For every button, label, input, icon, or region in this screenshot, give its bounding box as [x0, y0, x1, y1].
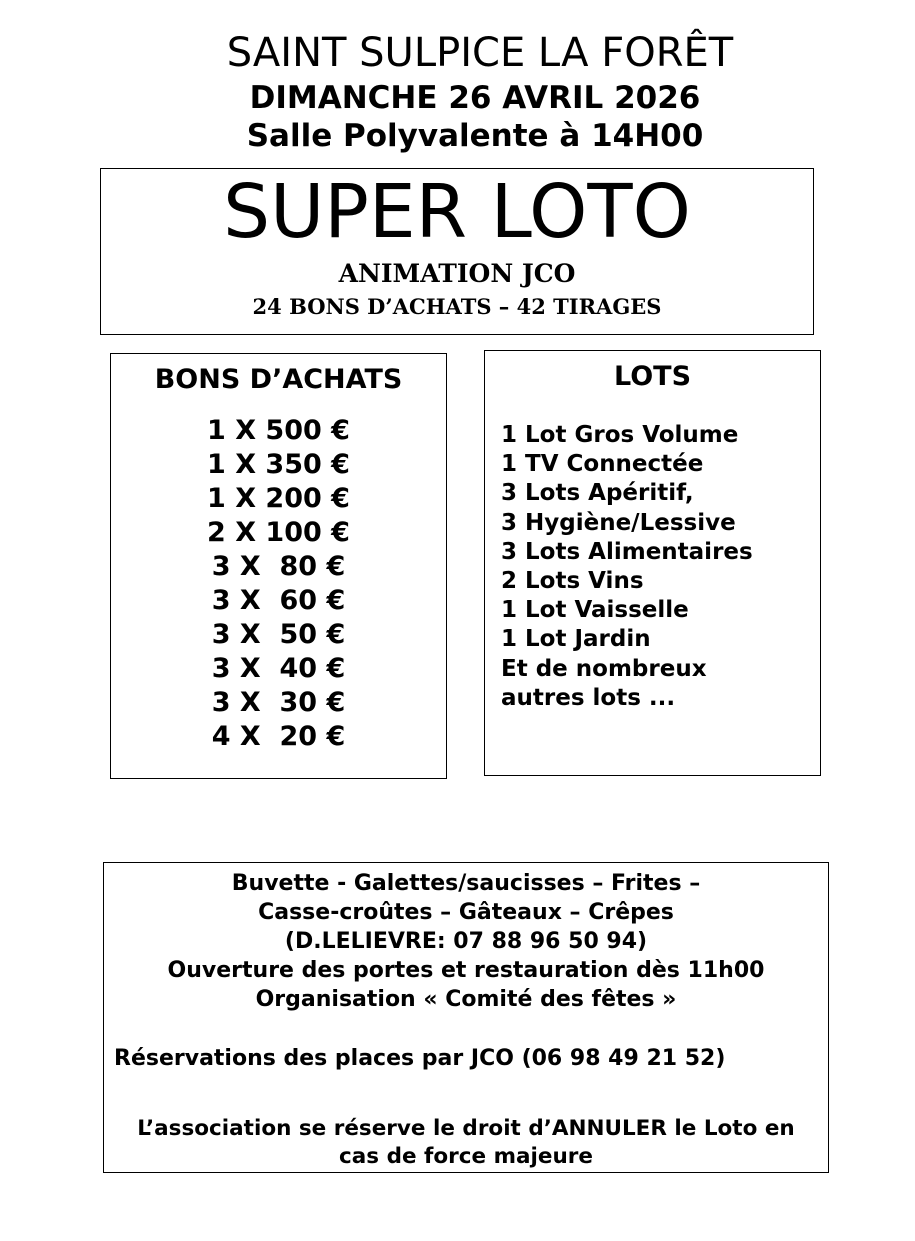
voucher-item: 1 X 200 €	[207, 483, 350, 514]
event-venue: Salle Polyvalente à 14H00	[246, 118, 704, 154]
contact-line: (D.LELIEVRE: 07 88 96 50 94)	[284, 929, 648, 954]
info-box	[103, 862, 829, 1173]
vouchers-list	[111, 414, 446, 754]
prizes-heading: LOTS	[613, 361, 692, 392]
title-box	[100, 168, 814, 335]
opening-line: Ouverture des portes et restauration dès 11h00	[167, 958, 765, 983]
prize-item: 2 Lots Vins	[501, 568, 644, 595]
voucher-item: 4 X 20 €	[211, 721, 346, 752]
reservation-line: Réservations des places par JCO (06 98 49 21 52)	[114, 1046, 726, 1071]
prize-item: 3 Hygiène/Lessive	[501, 509, 736, 536]
prize-item: 1 Lot Jardin	[501, 626, 651, 653]
vouchers-box	[110, 353, 447, 779]
prize-item: 3 Lots Alimentaires	[501, 538, 753, 565]
town-name: SAINT SULPICE LA FORÊT	[226, 30, 734, 76]
event-title: SUPER LOTO	[223, 169, 691, 255]
prize-item: 1 Lot Gros Volume	[501, 422, 739, 448]
vouchers-heading: BONS D’ACHATS	[154, 364, 403, 395]
voucher-item: 1 X 500 €	[207, 415, 350, 446]
prize-item: Et de nombreux	[501, 655, 707, 682]
voucher-item: 2 X 100 €	[207, 517, 350, 548]
prize-item: 1 Lot Vaisselle	[501, 597, 689, 624]
prize-item: 3 Lots Apéritif,	[501, 480, 694, 507]
prizes-list	[501, 421, 753, 713]
disclaimer-line: cas de force majeure	[339, 1144, 593, 1169]
disclaimer	[104, 1115, 828, 1171]
food-line: Casse-croûtes – Gâteaux – Crêpes	[258, 900, 674, 925]
prize-item: 1 TV Connectée	[501, 451, 704, 478]
organizer-line: Organisation « Comité des fêtes »	[255, 987, 677, 1012]
prizes-box	[484, 350, 821, 776]
voucher-item: 1 X 350 €	[207, 449, 350, 480]
prize-item: autres lots ...	[501, 684, 676, 711]
voucher-item: 3 X 80 €	[211, 551, 346, 582]
voucher-item: 3 X 60 €	[211, 585, 346, 616]
voucher-item: 3 X 40 €	[211, 653, 346, 684]
animation-label: ANIMATION JCO	[338, 259, 576, 288]
voucher-item: 3 X 50 €	[211, 619, 346, 650]
event-date: DIMANCHE 26 AVRIL 2026	[249, 80, 701, 116]
disclaimer-line: L’association se réserve le droit d’ANNULER le Loto en	[137, 1116, 795, 1141]
refreshments-line: Buvette - Galettes/saucisses – Frites –	[231, 871, 701, 896]
summary-label: 24 BONS D’ACHATS – 42 TIRAGES	[252, 294, 662, 319]
voucher-item: 3 X 30 €	[211, 687, 346, 718]
